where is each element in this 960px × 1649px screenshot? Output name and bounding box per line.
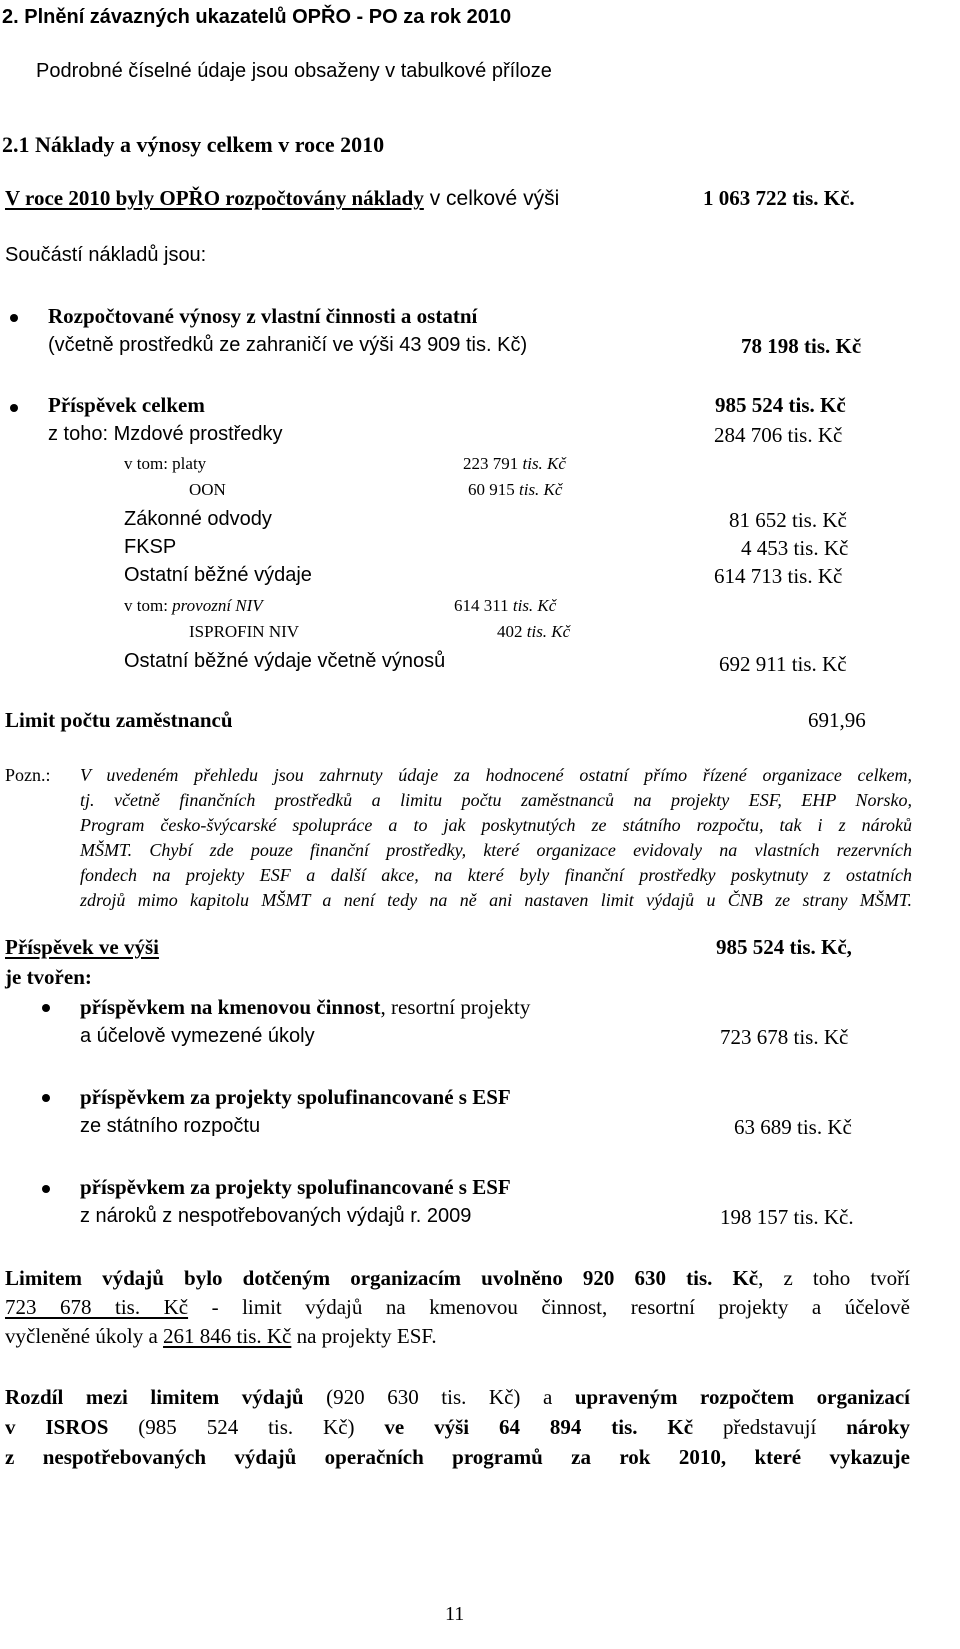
- note-line: V uvedeném přehledu jsou zahrnuty údaje za hodnocené ostatní přímo řízené organizace celkem,: [80, 765, 912, 785]
- limit-kmenova-amount: 723 678 tis. Kč: [5, 1295, 189, 1319]
- diff-line-1: [5, 1382, 910, 1412]
- limit-bold: Limitem výdajů bylo dotčeným organizacím uvolněno 920 630 tis. Kč: [5, 1266, 759, 1290]
- contribution-item-2: příspěvkem za projekty spolufinancované s ESF: [80, 1085, 511, 1109]
- budget-value: 1 063 722 tis. Kč.: [703, 186, 855, 210]
- contrib-row-oon-label: OON: [189, 480, 226, 499]
- limit-line-1: [5, 1264, 910, 1293]
- diff-line-2: [5, 1412, 910, 1442]
- diff-b1: Rozdíl mezi limitem výdajů: [5, 1385, 304, 1409]
- contrib-row-levies-value: 81 652 tis. Kč: [729, 508, 847, 532]
- bullet-icon: [42, 1004, 50, 1012]
- limit-rest-4: na projekty ESF.: [291, 1324, 437, 1348]
- contrib-row-salaries-label: v tom: platy: [124, 454, 207, 473]
- mid-number: 60 915: [468, 480, 515, 499]
- diff-line-3: z nespotřebovaných výdajů operačních programů za rok 2010, které vykazuje: [5, 1445, 910, 1469]
- mid-number: 614 311: [454, 596, 509, 615]
- contribution-item-1: [80, 995, 530, 1020]
- bullet-icon: [42, 1185, 50, 1193]
- diff-paragraph: [5, 1382, 910, 1472]
- contrib-row-other-incl-value: 692 911 tis. Kč: [719, 652, 847, 676]
- contrib-row-wages-value: 284 706 tis. Kč: [714, 423, 843, 447]
- contrib-row-niv-label: [124, 596, 263, 616]
- diff-n3: představují: [693, 1415, 847, 1439]
- limit-paragraph: [5, 1264, 910, 1351]
- contrib-row-niv-mid: [454, 596, 556, 616]
- diff-b5: nároky: [846, 1415, 910, 1439]
- subsection-title: 2.1 Náklady a výnosy celkem v roce 2010: [2, 132, 385, 157]
- contribution-item-1-value: 723 678 tis. Kč: [720, 1025, 849, 1049]
- limit-line-2: [5, 1293, 910, 1322]
- contrib-row-other-incl-label: Ostatní běžné výdaje včetně výnosů: [124, 650, 446, 672]
- limit-esf-amount: 261 846 tis. Kč: [163, 1324, 292, 1348]
- note-body: [80, 763, 912, 913]
- diff-b2: upraveným rozpočtem organizací: [574, 1385, 910, 1409]
- contrib-row-fksp-value: 4 453 tis. Kč: [741, 536, 849, 560]
- note-line: tj. včetně finančních prostředků a limitu počtu zaměstnanců na projekty ESF, EHP Norsko,: [80, 790, 912, 810]
- mid-number: 223 791: [463, 454, 519, 473]
- contribution-value: 985 524 tis. Kč: [715, 393, 846, 417]
- diff-b4: ve výši 64 894 tis. Kč: [384, 1415, 694, 1439]
- revenues-label-line2: (včetně prostředků ze zahraničí ve výši 43 909 tis. Kč): [48, 334, 528, 356]
- diff-n2: (985 524 tis. Kč): [108, 1415, 385, 1439]
- contribution-item-3-value: 198 157 tis. Kč.: [720, 1205, 854, 1229]
- niv-italic: provozní NIV: [172, 596, 263, 615]
- limit-line-3: [5, 1322, 910, 1351]
- contribution-label: Příspěvek celkem: [48, 393, 205, 417]
- budget-line: [5, 186, 559, 211]
- niv-prefix: v tom:: [124, 596, 173, 615]
- mid-unit: tis. Kč: [522, 454, 566, 473]
- contrib-row-other-label: Ostatní běžné výdaje: [124, 564, 312, 586]
- revenues-value: 78 198 tis. Kč: [741, 334, 862, 358]
- contribution-formed-label: je tvořen:: [5, 965, 92, 989]
- budget-label-bold: V roce 2010 byly OPŘO rozpočtovány náklady: [5, 186, 424, 210]
- note-label: Pozn.:: [5, 765, 51, 785]
- contrib-row-salaries-mid: [463, 454, 566, 474]
- components-label: Součástí nákladů jsou:: [5, 244, 207, 266]
- page-number: 11: [445, 1603, 465, 1625]
- contrib-row-other-value: 614 713 tis. Kč: [714, 564, 843, 588]
- note-line: zdrojů mimo kapitolu MŠMT a není tedy na ně ani nastaven limit výdajů u ČNB ze strany MŠMT.: [80, 890, 912, 910]
- bullet-icon: [10, 404, 18, 412]
- contribution-amount-value: 985 524 tis. Kč,: [716, 935, 852, 959]
- note-line: MŠMT. Chybí zde pouze finanční prostředky, které organizace evidovaly na vlastních rezervních: [80, 840, 912, 860]
- contrib-row-oon-mid: [468, 480, 562, 500]
- budget-label-rest: v celkové výši: [423, 187, 560, 210]
- bullet-icon: [42, 1094, 50, 1102]
- contribution-item-3: příspěvkem za projekty spolufinancované s ESF: [80, 1175, 511, 1199]
- contribution-item-3-line2: z nároků z nespotřebovaných výdajů r. 2009: [80, 1205, 472, 1227]
- contrib-row-isprofin-mid: [497, 622, 570, 642]
- mid-unit: tis. Kč: [512, 596, 557, 615]
- revenues-label: Rozpočtované výnosy z vlastní činnosti a ostatní: [48, 304, 478, 328]
- contrib-row-fksp-label: FKSP: [124, 536, 177, 558]
- section-subtitle: Podrobné číselné údaje jsou obsaženy v tabulkové příloze: [36, 60, 552, 82]
- contrib-row-isprofin-label: ISPROFIN NIV: [189, 622, 300, 641]
- mid-unit: tis. Kč: [526, 622, 571, 641]
- contribution-item-1-line2: a účelově vymezené úkoly: [80, 1025, 315, 1047]
- note-line: fondech na projekty ESF a další akce, na které byly finanční prostředky poskytnuty z ostatních: [80, 865, 912, 885]
- bullet-icon: [10, 314, 18, 322]
- section-title: 2. Plnění závazných ukazatelů OPŘO - PO za rok 2010: [2, 6, 512, 28]
- contrib-row-wages-label: z toho: Mzdové prostředky: [48, 423, 283, 445]
- limit-rest: , z toho tvoří: [758, 1266, 910, 1290]
- note-line: Program česko-švýcarské spolupráce a to jak poskytnutých ze státního rozpočtu, tak i z nároků: [80, 815, 912, 835]
- item-rest: , resortní projekty: [380, 995, 531, 1019]
- contribution-item-2-value: 63 689 tis. Kč: [734, 1115, 852, 1139]
- limit-rest-3: vyčleněné úkoly a: [5, 1324, 164, 1348]
- mid-number: 402: [497, 622, 523, 641]
- staff-limit-label: Limit počtu zaměstnanců: [5, 708, 233, 732]
- item-bold: příspěvkem na kmenovou činnost: [80, 995, 381, 1019]
- diff-n1: (920 630 tis. Kč) a: [303, 1385, 575, 1409]
- staff-limit-value: 691,96: [808, 708, 866, 732]
- contribution-amount-label: Příspěvek ve výši: [5, 935, 159, 959]
- contrib-row-levies-label: Zákonné odvody: [124, 508, 272, 530]
- limit-rest-2: - limit výdajů na kmenovou činnost, resortní projekty a účelově: [188, 1295, 911, 1319]
- mid-unit: tis. Kč: [519, 480, 563, 499]
- diff-b3: v ISROS: [5, 1415, 109, 1439]
- contribution-item-2-line2: ze státního rozpočtu: [80, 1115, 261, 1137]
